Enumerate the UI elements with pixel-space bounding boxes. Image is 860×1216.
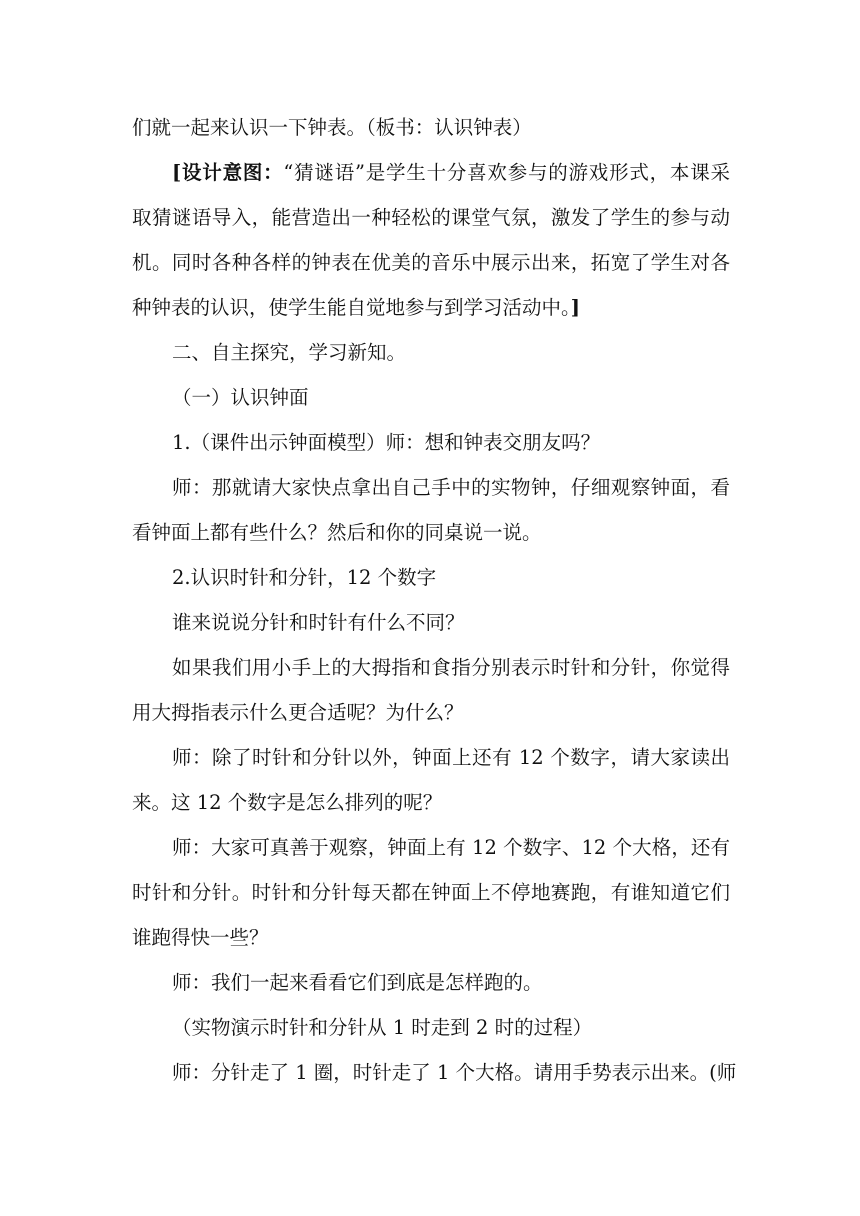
text-line: 们就一起来认识一下钟表。（板书：认识钟表） bbox=[132, 116, 532, 139]
design-intent-label: [设计意图： bbox=[172, 161, 284, 184]
text-line: （实物演示时针和分针从 1 时走到 2 时的过程） bbox=[172, 1016, 593, 1039]
design-intent-close-bracket: ] bbox=[570, 296, 580, 319]
text-line: 谁来说说分针和时针有什么不同？ bbox=[172, 611, 465, 634]
design-intent-line-3: 机。同时各种各样的钟表在优美的音乐中展示出来，拓宽了学生对各 bbox=[132, 251, 730, 274]
text-line: 2.认识时针和分针，12 个数字 bbox=[172, 566, 437, 589]
text-line: 时针和分针。时针和分针每天都在钟面上不停地赛跑，有谁知道它们 bbox=[132, 881, 730, 904]
text-line: 如果我们用小手上的大拇指和食指分别表示时针和分针，你觉得 bbox=[172, 656, 730, 679]
text-line: 师：大家可真善于观察，钟面上有 12 个数字、12 个大格，还有 bbox=[172, 836, 730, 859]
design-intent-text: “猜谜语”是学生十分喜欢参与的游戏形式，本课采 bbox=[283, 161, 730, 184]
text-line: 看钟面上都有些什么？然后和你的同桌说一说。 bbox=[132, 521, 542, 544]
text-line: 来。这 12 个数字是怎么排列的呢？ bbox=[132, 791, 443, 814]
design-intent-line-4 bbox=[132, 290, 730, 326]
text-line: 师：分针走了 1 圈，时针走了 1 个大格。请用手势表示出来。(师 bbox=[172, 1061, 737, 1084]
text-line: 师：那就请大家快点拿出自己手中的实物钟，仔细观察钟面，看 bbox=[172, 476, 730, 499]
document-body bbox=[132, 110, 737, 1091]
section-heading: 二、自主探究，学习新知。 bbox=[172, 341, 407, 364]
text-line: 谁跑得快一些？ bbox=[132, 926, 269, 949]
text-line: 1.（课件出示钟面模型）师：想和钟表交朋友吗？ bbox=[172, 431, 601, 454]
design-intent-text-end: 种钟表的认识，使学生能自觉地参与到学习活动中。 bbox=[132, 296, 571, 319]
text-line: 师：除了时针和分针以外，钟面上还有 12 个数字，请大家读出 bbox=[172, 746, 730, 769]
text-line: 用大拇指表示什么更合适呢？为什么？ bbox=[132, 701, 464, 724]
design-intent-line-2: 取猜谜语导入，能营造出一种轻松的课堂气氛，激发了学生的参与动 bbox=[132, 206, 730, 229]
subsection-heading: （一）认识钟面 bbox=[172, 386, 309, 409]
design-intent-line-1 bbox=[132, 155, 730, 191]
text-line: 师：我们一起来看看它们到底是怎样跑的。 bbox=[172, 971, 543, 994]
